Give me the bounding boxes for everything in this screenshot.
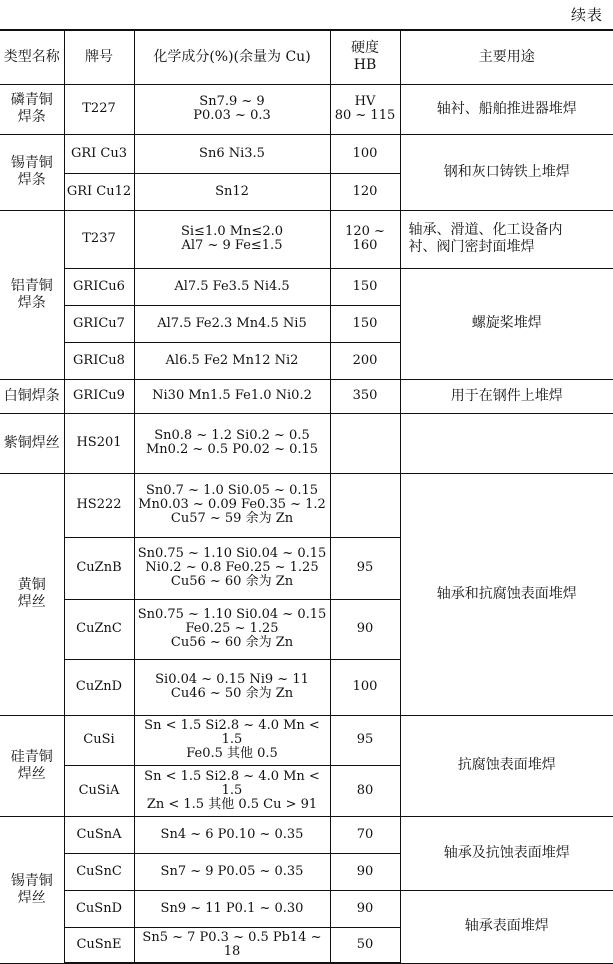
cell-composition: Sn0.7 ~ 1.0 Si0.05 ~ 0.15 Mn0.03 ~ 0.09 Fe0.35 ~ 1.2 Cu57 ~ 59 余为 Zn [134,473,330,537]
cell-composition: Sn9 ~ 11 P0.1 ~ 0.30 [134,890,330,927]
cell-hardness: 80 [330,765,400,816]
cell-hardness: 90 [330,599,400,659]
cell-composition: Sn < 1.5 Si2.8 ~ 4.0 Mn < 1.5 Fe0.5 其他 0.5 [134,715,330,765]
cell-type: 白铜焊条 [0,379,64,413]
cell-hardness: 70 [330,816,400,853]
cell-hardness: 100 [330,659,400,715]
cell-composition: Sn0.75 ~ 1.10 Si0.04 ~ 0.15 Fe0.25 ~ 1.25 Cu56 ~ 60 余为 Zn [134,599,330,659]
cell-type: 紫铜焊丝 [0,413,64,473]
cell-hardness: 200 [330,342,400,379]
cell-hardness: HV 80 ~ 115 [330,84,400,134]
cell-use: 轴承和抗腐蚀表面堆焊 [400,473,613,715]
cell-grade: T227 [64,84,134,134]
table-row [0,379,613,413]
header-type: 类型名称 [0,30,64,84]
table-row [0,816,613,853]
cell-hardness: 95 [330,715,400,765]
cell-hardness: 150 [330,305,400,342]
cell-hardness: 100 [330,134,400,173]
cell-use: 轴承、滑道、化工设备内 衬、阀门密封面堆焊 [400,210,613,268]
cell-grade: HS201 [64,413,134,473]
cell-grade: CuSnD [64,890,134,927]
cell-hardness: 350 [330,379,400,413]
cell-composition: Si≤1.0 Mn≤2.0 Al7 ~ 9 Fe≤1.5 [134,210,330,268]
cell-hardness: 50 [330,927,400,963]
cell-type: 硅青铜 焊丝 [0,715,64,816]
cell-composition: Sn4 ~ 6 P0.10 ~ 0.35 [134,816,330,853]
cell-composition: Sn6 Ni3.5 [134,134,330,173]
cell-composition: Sn < 1.5 Si2.8 ~ 4.0 Mn < 1.5 Zn < 1.5 其他 0.5 Cu > 91 [134,765,330,816]
cell-composition: Sn0.8 ~ 1.2 Si0.2 ~ 0.5 Mn0.2 ~ 0.5 P0.02 ~ 0.15 [134,413,330,473]
cell-composition: Si0.04 ~ 0.15 Ni9 ~ 11 Cu46 ~ 50 余为 Zn [134,659,330,715]
cell-grade: T237 [64,210,134,268]
table-row [0,268,613,305]
cell-grade: CuSnA [64,816,134,853]
cell-use: 螺旋桨堆焊 [400,268,613,379]
cell-composition: Sn7.9 ~ 9 P0.03 ~ 0.3 [134,84,330,134]
cell-composition: Sn5 ~ 7 P0.3 ~ 0.5 Pb14 ~ 18 [134,927,330,963]
header-composition: 化学成分(%)(余量为 Cu) [134,30,330,84]
table-row [0,715,613,765]
cell-type: 磷青铜 焊条 [0,84,64,134]
cell-composition: Ni30 Mn1.5 Fe1.0 Ni0.2 [134,379,330,413]
cell-hardness: 150 [330,268,400,305]
cell-hardness [330,413,400,473]
cell-composition: Sn7 ~ 9 P0.05 ~ 0.35 [134,853,330,890]
cell-grade: CuZnC [64,599,134,659]
cell-hardness: 90 [330,890,400,927]
cell-use [400,413,613,473]
cell-composition: Al7.5 Fe2.3 Mn4.5 Ni5 [134,305,330,342]
table-row [0,473,613,537]
cell-grade: CuZnD [64,659,134,715]
table-row [0,210,613,268]
cell-type: 黄铜 焊丝 [0,473,64,715]
cell-grade: CuSnC [64,853,134,890]
continued-label: 续表 [570,6,603,24]
cell-grade: CuZnB [64,537,134,599]
cell-use: 钢和灰口铸铁上堆焊 [400,134,613,210]
cell-use: 轴承表面堆焊 [400,890,613,963]
header-hardness: 硬度 HB [330,30,400,84]
cell-hardness: 90 [330,853,400,890]
cell-grade: GRICu6 [64,268,134,305]
cell-hardness [330,473,400,537]
header-grade: 牌号 [64,30,134,84]
cell-grade: HS222 [64,473,134,537]
cell-type: 锡青铜 焊丝 [0,816,64,963]
cell-type: 锡青铜 焊条 [0,134,64,210]
cell-hardness: 95 [330,537,400,599]
cell-composition: Sn12 [134,173,330,210]
cell-hardness: 120 ~ 160 [330,210,400,268]
cell-use: 轴衬、船舶推进器堆焊 [400,84,613,134]
cell-hardness: 120 [330,173,400,210]
table-row [0,890,613,927]
cell-composition: Al6.5 Fe2 Mn12 Ni2 [134,342,330,379]
table-body [0,84,613,963]
cell-composition: Al7.5 Fe3.5 Ni4.5 [134,268,330,305]
cell-grade: GRICu8 [64,342,134,379]
cell-grade: GRICu7 [64,305,134,342]
header-row [0,30,613,84]
cell-use: 用于在钢件上堆焊 [400,379,613,413]
cell-grade: GRICu9 [64,379,134,413]
table-row [0,84,613,134]
alloy-table [0,29,613,964]
header-use: 主要用途 [400,30,613,84]
cell-composition: Sn0.75 ~ 1.10 Si0.04 ~ 0.15 Ni0.2 ~ 0.8 Fe0.25 ~ 1.25 Cu56 ~ 60 余为 Zn [134,537,330,599]
table-row [0,413,613,473]
cell-grade: CuSi [64,715,134,765]
cell-use: 抗腐蚀表面堆焊 [400,715,613,816]
cell-grade: GRI Cu3 [64,134,134,173]
cell-grade: CuSiA [64,765,134,816]
cell-use: 轴承及抗蚀表面堆焊 [400,816,613,890]
table-row [0,134,613,173]
cell-grade: CuSnE [64,927,134,963]
cell-type: 铝青铜 焊条 [0,210,64,379]
cell-grade: GRI Cu12 [64,173,134,210]
